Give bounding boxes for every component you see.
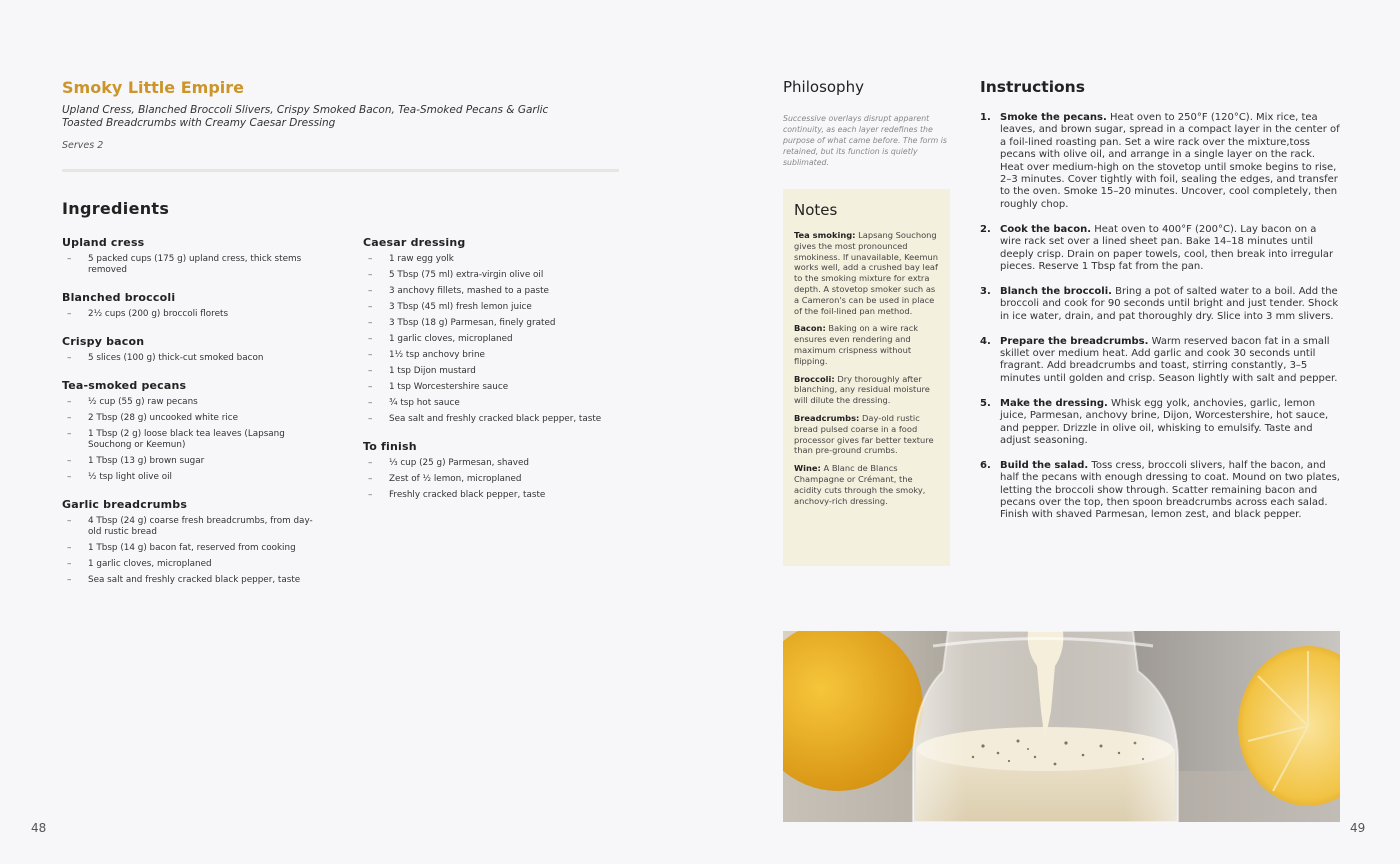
ingredient-item bbox=[62, 516, 322, 538]
step-number: 6. bbox=[980, 459, 991, 471]
ingredient-item bbox=[62, 543, 322, 554]
dash-bullet: – bbox=[368, 414, 373, 424]
ingredient-text: 3 Tbsp (45 ml) fresh lemon juice bbox=[389, 302, 532, 312]
ingredient-group bbox=[363, 236, 613, 425]
ingredient-list bbox=[62, 309, 322, 320]
dash-bullet: – bbox=[67, 254, 72, 264]
ingredient-item bbox=[363, 302, 613, 313]
ingredient-group-title: Caesar dressing bbox=[363, 236, 466, 249]
ingredient-item bbox=[62, 413, 322, 424]
instruction-step bbox=[980, 224, 1340, 274]
ingredient-text: 5 Tbsp (75 ml) extra-virgin olive oil bbox=[389, 270, 544, 280]
dash-bullet: – bbox=[368, 318, 373, 328]
step-number: 5. bbox=[980, 397, 991, 409]
ingredients-heading: Ingredients bbox=[62, 199, 170, 218]
ingredient-group bbox=[62, 291, 322, 320]
ingredient-group bbox=[363, 440, 613, 501]
ingredient-text: ⅓ cup (25 g) Parmesan, shaved bbox=[389, 458, 529, 468]
ingredient-list bbox=[363, 458, 613, 501]
step-text: Bring a pot of salted water to a boil. Add the broccoli and cook for 90 seconds until bright and just tender. Shock in ice water, drain, and pat thoroughly dry. Slice into 3 mm slivers. bbox=[1000, 285, 1339, 322]
ingredient-group-title: Crispy bacon bbox=[62, 335, 145, 348]
recipe-title: Smoky Little Empire bbox=[62, 78, 244, 97]
step-text: Whisk egg yolk, anchovies, garlic, lemon juice, Parmesan, anchovy brine, Dijon, Worcestershire, hot sauce, and pepper. Drizzle in olive oil, whisking to emulsify. Taste and adjust seasoning. bbox=[1000, 397, 1329, 446]
ingredient-text: 4 Tbsp (24 g) coarse fresh breadcrumbs, from day-old rustic bread bbox=[88, 516, 313, 537]
dash-bullet: – bbox=[67, 543, 72, 553]
note-item bbox=[794, 374, 939, 406]
step-text: Toss cress, broccoli slivers, half the bacon, and half the pecans with enough dressing to coat. Mound on two plates, letting the broccoli show through. Scatter remaining bacon and pecans over the top, then spoon breadcrumbs across each salad. Finish with shaved Parmesan, lemon zest, and black pepper. bbox=[1000, 459, 1340, 521]
step-number: 4. bbox=[980, 335, 991, 347]
page-number-right: 49 bbox=[1350, 821, 1366, 835]
note-item bbox=[794, 413, 939, 456]
note-text: Day-old rustic bread pulsed coarse in a food processor gives far better texture than pre-ground crumbs. bbox=[794, 412, 934, 456]
dash-bullet: – bbox=[368, 286, 373, 296]
serves-count: Serves 2 bbox=[62, 140, 104, 151]
ingredient-text: Sea salt and freshly cracked black pepper, taste bbox=[389, 414, 602, 424]
dash-bullet: – bbox=[368, 270, 373, 280]
ingredient-item bbox=[62, 472, 322, 483]
ingredient-group-title: Garlic breadcrumbs bbox=[62, 498, 188, 511]
ingredient-item bbox=[363, 366, 613, 377]
ingredient-item bbox=[363, 490, 613, 501]
ingredient-text: Sea salt and freshly cracked black pepper, taste bbox=[88, 575, 301, 585]
ingredient-list bbox=[62, 397, 322, 483]
instructions-heading: Instructions bbox=[980, 78, 1085, 96]
step-number: 2. bbox=[980, 223, 991, 235]
philosophy-heading: Philosophy bbox=[783, 78, 864, 96]
ingredient-list bbox=[62, 353, 322, 364]
note-label: Wine: bbox=[794, 463, 821, 474]
ingredient-text: 3 anchovy fillets, mashed to a paste bbox=[389, 286, 549, 296]
dash-bullet: – bbox=[67, 472, 72, 482]
ingredient-list bbox=[62, 516, 322, 586]
ingredient-item bbox=[363, 286, 613, 297]
ingredient-group-title: Tea-smoked pecans bbox=[62, 379, 187, 392]
dash-bullet: – bbox=[67, 575, 72, 585]
ingredient-item bbox=[62, 309, 322, 320]
ingredient-text: 1 garlic cloves, microplaned bbox=[88, 559, 212, 569]
dash-bullet: – bbox=[368, 302, 373, 312]
ingredient-item bbox=[363, 458, 613, 469]
ingredient-group bbox=[62, 498, 322, 586]
dash-bullet: – bbox=[67, 456, 72, 466]
note-text: Lapsang Souchong gives the most pronounced smokiness. If unavailable, Keemun works well, add a crushed bay leaf to the smoking mixture for extra depth. A stovetop smoker such as a Cameron's can be used in place of the foil-lined pan method. bbox=[794, 230, 938, 316]
step-title: Make the dressing. bbox=[1000, 397, 1108, 409]
dash-bullet: – bbox=[368, 490, 373, 500]
recipe-subtitle: Upland Cress, Blanched Broccoli Slivers, Crispy Smoked Bacon, Tea-Smoked Pecans & Garlic Toasted Breadcrumbs with Creamy Caesar Dressing bbox=[62, 104, 549, 129]
ingredient-text: 1 garlic cloves, microplaned bbox=[389, 334, 513, 344]
note-item bbox=[794, 463, 939, 506]
instruction-step bbox=[980, 112, 1340, 211]
ingredient-text: ½ tsp light olive oil bbox=[88, 472, 172, 482]
dash-bullet: – bbox=[368, 334, 373, 344]
ingredient-text: 5 packed cups (175 g) upland cress, thick stems removed bbox=[88, 254, 302, 275]
dash-bullet: – bbox=[368, 382, 373, 392]
ingredient-text: 2½ cups (200 g) broccoli florets bbox=[88, 309, 229, 319]
philosophy-text: Successive overlays disrupt apparent continuity, as each layer redefines the purpose of what came before. The form is retained, but its function is quietly sublimated. bbox=[783, 114, 947, 167]
step-title: Cook the bacon. bbox=[1000, 223, 1091, 235]
dash-bullet: – bbox=[368, 474, 373, 484]
dressing-jar-photo bbox=[783, 631, 1340, 822]
ingredient-item bbox=[62, 254, 322, 276]
ingredient-item bbox=[363, 270, 613, 281]
title-divider bbox=[62, 169, 619, 172]
ingredient-text: 1 Tbsp (13 g) brown sugar bbox=[88, 456, 205, 466]
dash-bullet: – bbox=[368, 350, 373, 360]
ingredient-text: 5 slices (100 g) thick-cut smoked bacon bbox=[88, 353, 264, 363]
step-title: Build the salad. bbox=[1000, 459, 1089, 471]
ingredient-group bbox=[62, 335, 322, 364]
ingredient-text: 1½ tsp anchovy brine bbox=[389, 350, 485, 360]
instruction-step bbox=[980, 460, 1340, 522]
ingredient-item bbox=[363, 398, 613, 409]
ingredient-group bbox=[62, 379, 322, 483]
note-text: Baking on a wire rack ensures even rendering and maximum crispness without flipping. bbox=[794, 323, 919, 366]
ingredient-item bbox=[62, 353, 322, 364]
ingredient-text: 1 tsp Dijon mustard bbox=[389, 366, 476, 376]
ingredient-list bbox=[363, 254, 613, 425]
instructions-list bbox=[980, 112, 1340, 534]
ingredient-text: 2 Tbsp (28 g) uncooked white rice bbox=[88, 413, 239, 423]
note-label: Breadcrumbs: bbox=[794, 412, 860, 423]
dash-bullet: – bbox=[67, 353, 72, 363]
notes-heading: Notes bbox=[794, 201, 838, 219]
ingredients-column-1 bbox=[62, 236, 322, 601]
notes-box bbox=[783, 189, 950, 566]
dash-bullet: – bbox=[67, 397, 72, 407]
ingredient-text: 3 Tbsp (18 g) Parmesan, finely grated bbox=[389, 318, 556, 328]
ingredient-text: Freshly cracked black pepper, taste bbox=[389, 490, 546, 500]
ingredient-text: Zest of ½ lemon, microplaned bbox=[389, 474, 522, 484]
ingredient-group-title: Upland cress bbox=[62, 236, 145, 249]
ingredient-text: 1 raw egg yolk bbox=[389, 254, 454, 264]
instruction-step bbox=[980, 286, 1340, 323]
ingredient-group bbox=[62, 236, 322, 276]
notes-list bbox=[794, 230, 939, 506]
ingredient-item bbox=[62, 559, 322, 570]
dash-bullet: – bbox=[368, 254, 373, 264]
step-number: 1. bbox=[980, 112, 991, 123]
ingredient-item bbox=[62, 456, 322, 467]
step-title: Smoke the pecans. bbox=[1000, 112, 1107, 123]
note-label: Tea smoking: bbox=[794, 230, 856, 240]
note-item bbox=[794, 323, 939, 366]
dash-bullet: – bbox=[67, 429, 72, 439]
step-title: Blanch the broccoli. bbox=[1000, 285, 1112, 297]
ingredient-item bbox=[363, 318, 613, 329]
dash-bullet: – bbox=[67, 413, 72, 423]
step-number: 3. bbox=[980, 285, 991, 297]
note-text: Dry thoroughly after blanching, any residual moisture will dilute the dressing. bbox=[794, 373, 930, 406]
ingredient-item bbox=[363, 414, 613, 425]
ingredient-text: 1 tsp Worcestershire sauce bbox=[389, 382, 509, 392]
dash-bullet: – bbox=[67, 516, 72, 526]
page-number-left: 48 bbox=[31, 821, 47, 835]
dash-bullet: – bbox=[67, 559, 72, 569]
step-text: Warm reserved bacon fat in a small skillet over medium heat. Add garlic and cook 30 seconds until fragrant. Add breadcrumbs and toast, stirring constantly, 3–5 minutes until golden and crisp. Season lightly with salt and pepper. bbox=[1000, 335, 1338, 384]
ingredient-item bbox=[62, 397, 322, 408]
ingredient-text: ¾ tsp hot sauce bbox=[389, 398, 460, 408]
ingredient-item bbox=[363, 382, 613, 393]
ingredient-text: 1 Tbsp (14 g) bacon fat, reserved from cooking bbox=[88, 543, 296, 553]
ingredient-text: 1 Tbsp (2 g) loose black tea leaves (Lapsang Souchong or Keemun) bbox=[88, 429, 285, 450]
ingredient-item bbox=[62, 429, 322, 451]
dash-bullet: – bbox=[368, 398, 373, 408]
note-item bbox=[794, 230, 939, 316]
ingredient-item bbox=[363, 334, 613, 345]
ingredient-list bbox=[62, 254, 322, 276]
step-text: Heat oven to 400°F (200°C). Lay bacon on a wire rack set over a lined sheet pan. Bake 14–18 minutes until deeply crisp. Drain on paper towels, cool, then break into irregular pieces. Reserve 1 Tbsp fat from the pan. bbox=[1000, 223, 1334, 272]
ingredient-item bbox=[62, 575, 322, 586]
ingredient-group-title: Blanched broccoli bbox=[62, 291, 176, 304]
dash-bullet: – bbox=[368, 366, 373, 376]
ingredient-item bbox=[363, 350, 613, 361]
step-text: Heat oven to 250°F (120°C). Mix rice, tea leaves, and brown sugar, spread in a compact layer in the center of a foil-lined roasting pan. Set a wire rack over the mixture,toss pecans with olive oil, and arrange in a single layer on the rack. Heat over medium-high on the stovetop until smoke begins to rise, 2–3 minutes. Cover tightly with foil, sealing the edges, and transfer to the oven. Smoke 15–20 minutes. Uncover, cool completely, then roughly chop. bbox=[1000, 112, 1340, 210]
dash-bullet: – bbox=[67, 309, 72, 319]
ingredient-group-title: To finish bbox=[363, 440, 417, 453]
note-text: A Blanc de Blancs Champagne or Crémant, the acidity cuts through the smoky, anchovy-rich dressing. bbox=[794, 463, 926, 506]
step-title: Prepare the breadcrumbs. bbox=[1000, 335, 1149, 347]
instruction-step bbox=[980, 398, 1340, 448]
ingredients-column-2 bbox=[363, 236, 613, 516]
note-label: Bacon: bbox=[794, 323, 826, 334]
note-label: Broccoli: bbox=[794, 373, 835, 384]
ingredient-text: ½ cup (55 g) raw pecans bbox=[88, 397, 198, 407]
instruction-step bbox=[980, 336, 1340, 386]
ingredient-item bbox=[363, 254, 613, 265]
dash-bullet: – bbox=[368, 458, 373, 468]
ingredient-item bbox=[363, 474, 613, 485]
